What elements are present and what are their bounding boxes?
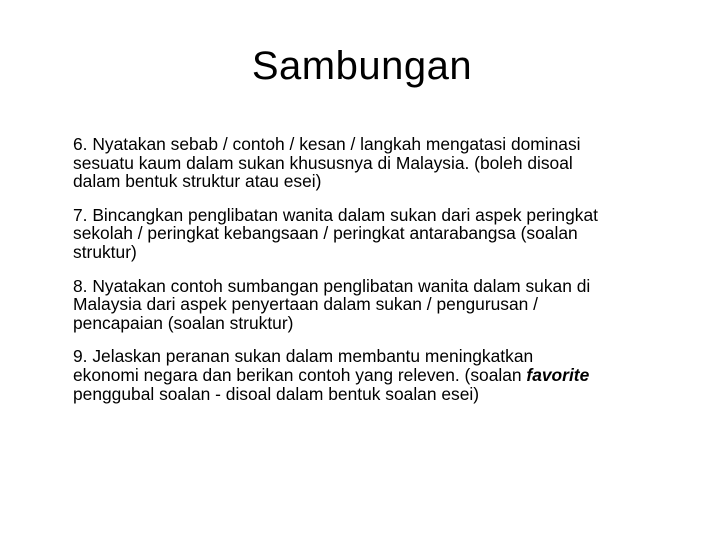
item-9-line-2 — [73, 366, 693, 385]
item-7-line-1: 7. Bincangkan penglibatan wanita dalam sukan dari aspek peringkat — [73, 204, 598, 225]
item-6-line-2: sesuatu kaum dalam sukan khususnya di Malaysia. (boleh disoal — [73, 152, 573, 173]
item-7-line-2: sekolah / peringkat kebangsaan / peringkat antarabangsa (soalan — [73, 223, 578, 244]
item-9-line-1: 9. Jelaskan peranan sukan dalam membantu meningkatkan — [73, 346, 534, 367]
list-item-6 — [73, 135, 693, 191]
item-7-line-3: struktur) — [73, 241, 137, 262]
list-item-8 — [73, 277, 693, 333]
item-6-line-1: 6. Nyatakan sebab / contoh / kesan / langkah mengatasi dominasi — [73, 134, 581, 154]
slide-title: Sambungan — [251, 44, 473, 88]
item-8-line-3: pencapaian (soalan struktur) — [73, 312, 294, 333]
item-9-emphasis: favorite — [526, 364, 590, 385]
item-8-line-2: Malaysia dari aspek penyertaan dalam sukan / pengurusan / — [73, 294, 538, 315]
item-6-line-3: dalam bentuk struktur atau esei) — [73, 171, 322, 192]
slide-content — [73, 135, 693, 418]
item-8-line-1: 8. Nyatakan contoh sumbangan penglibatan wanita dalam sukan di — [73, 275, 591, 296]
list-item-7 — [73, 206, 693, 262]
item-9-line-2-text: ekonomi negara dan berikan contoh yang releven. (soalan — [73, 364, 527, 385]
list-item-9 — [73, 347, 693, 403]
item-9-line-3: penggubal soalan - disoal dalam bentuk soalan esei) — [73, 383, 480, 404]
